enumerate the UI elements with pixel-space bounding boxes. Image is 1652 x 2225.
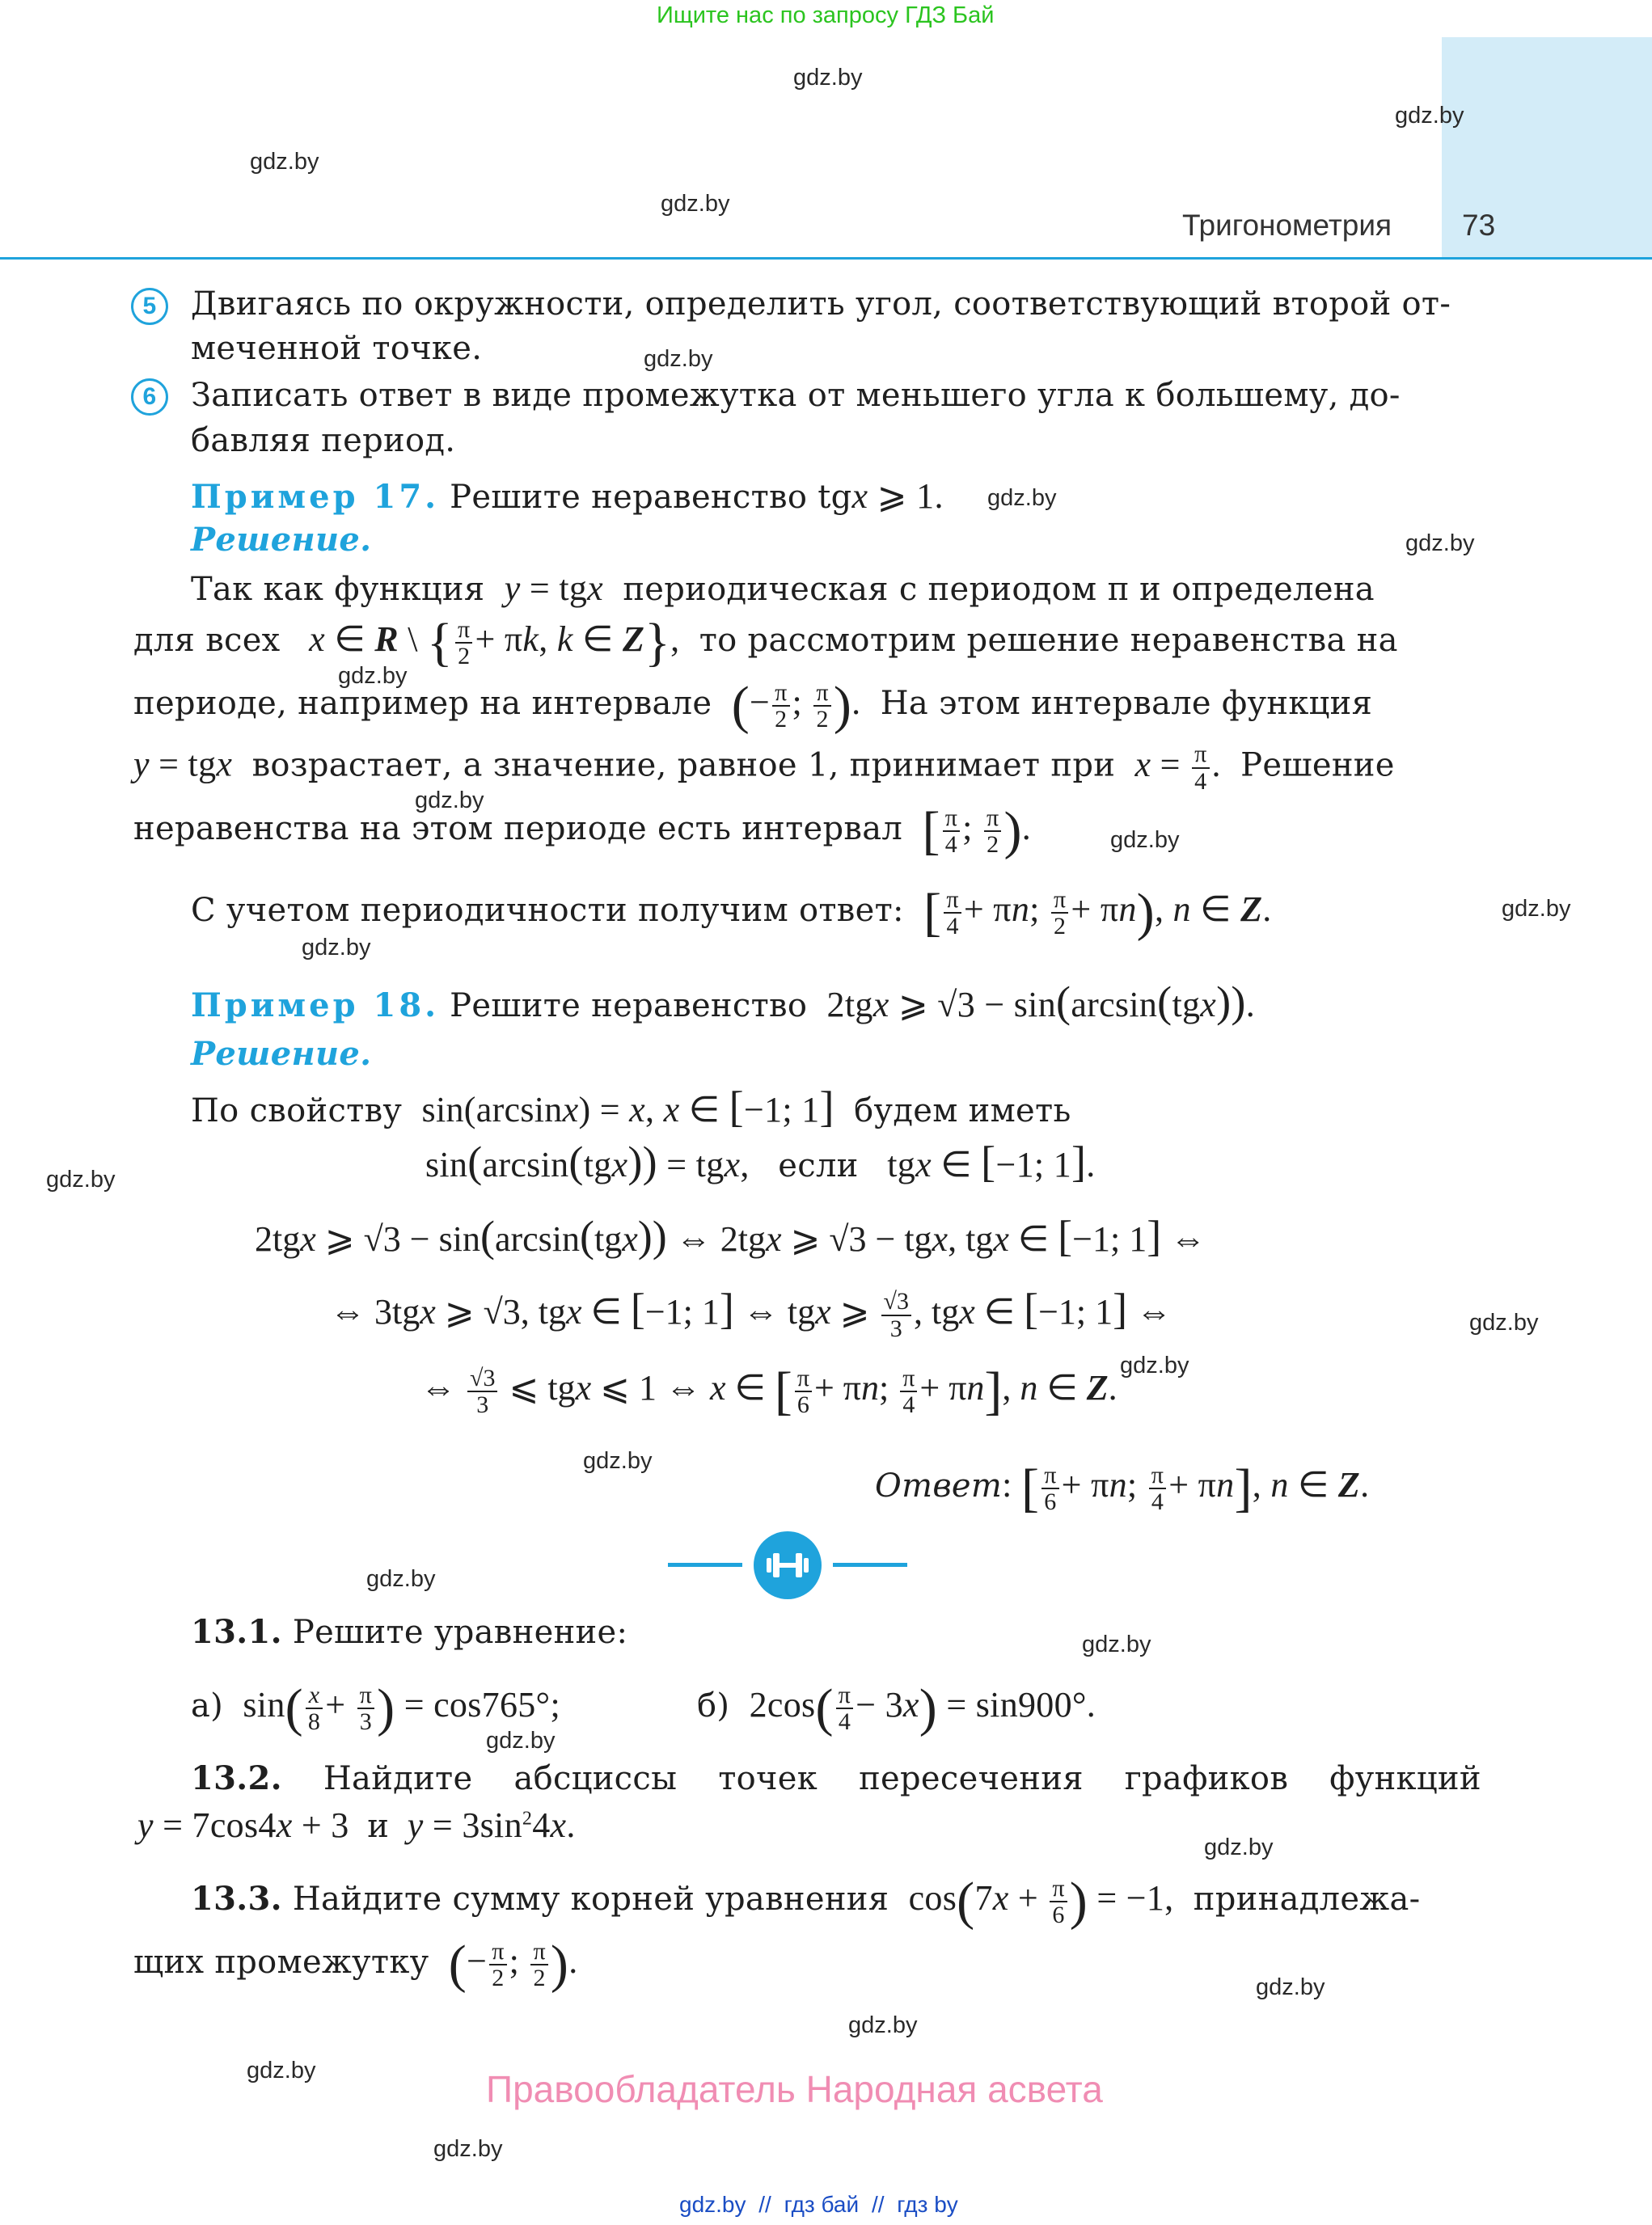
watermark: gdz.by [1502,896,1571,922]
step-5 [131,287,168,325]
watermark: gdz.by [1469,1310,1539,1336]
footer-link-gdz-by[interactable]: gdz.by [679,2192,746,2217]
ex17-line4: y = tgx возрастает, а значение, равное 1, принимает при x = $\frac{\pi}{4}$ . Решение [133,741,1395,795]
section-title: Тригонометрия [1182,209,1392,242]
answer-label: Ответ [875,1467,1003,1505]
exercise-number: 13.2. [191,1759,282,1797]
text: Так как функция [191,571,485,608]
ex17-line2: для всех x ∈ R \ { $\frac{\pi}{2}$ + πk, k ∈ Z}, то рассмотрим решение неравенства на [133,613,1398,672]
ex17-line5: неравенства на этом периоде есть интервал [ $\frac{\pi}{4}$ ; $\frac{\pi}{2}$ ). [133,801,1032,860]
text: и [367,1808,390,1845]
watermark: gdz.by [793,65,863,91]
text: Решение [1240,746,1395,784]
footer-separator: // [871,2192,885,2217]
step-5-line2: меченной точке. [191,330,483,367]
exercise-text: Найдите сумму корней уравнения [292,1881,889,1919]
watermark: gdz.by [583,1448,653,1474]
dumbbell-icon [754,1531,822,1599]
text: для всех [133,622,281,660]
watermark: gdz.by [1120,1353,1189,1378]
copyright-notice: Правообладатель Народная асвета [486,2068,1103,2110]
exercise-13-1-a: а) sin( $\frac{x}{8}$ + $\frac{\pi}{3}$ ) = cos765°; [191,1678,560,1737]
watermark: gdz.by [1405,530,1475,556]
ex18-line1: По свойству sin(arcsinx) = x, x ∈ [−1; 1] будем иметь [191,1083,1071,1131]
watermark: gdz.by [486,1728,556,1754]
example-label: Пример 17. [191,478,440,516]
footer-separator: // [758,2192,771,2217]
exercise-13-1-b: б) 2cos( $\frac{\pi}{4}$ − 3x) = sin900°. [697,1678,1096,1737]
example-18-heading: Пример 18. Решите неравенство 2tgx ⩾ √3 − sin(arcsin(tgx)). [191,977,1256,1026]
exercise-text: Найдите абсциссы точек пересечения графиков функций [323,1760,1481,1797]
text: то рассмотрим решение неравенства на [699,622,1398,660]
text: будем иметь [854,1092,1071,1129]
example-label: Пример 18. [191,986,440,1024]
solution-label: Решение. [191,1035,372,1073]
watermark: gdz.by [1395,103,1464,129]
step-5-line1: Двигаясь по окружности, определить угол, соответствующий второй от- [191,285,1451,323]
page-number: 73 [1462,209,1496,242]
text: периоде, например на интервале [133,685,712,723]
watermark: gdz.by [250,149,319,175]
part-label: а) [191,1687,224,1725]
text: если [778,1147,859,1184]
step-number-badge: 5 [131,288,168,325]
watermark: gdz.by [46,1167,116,1193]
footer-link-gdz-bai[interactable]: гдз бай [784,2192,860,2217]
watermark: gdz.by [366,1566,436,1592]
exercise-text: принадлежа- [1193,1881,1421,1919]
text: По свойству [191,1092,403,1129]
top-banner[interactable]: Ищите нас по запросу ГДЗ Бай [657,2,995,28]
exercise-13-3: 13.3. Найдите сумму корней уравнения cos(7x + $\frac{\pi}{6}$ ) = −1, принадлежа- [191,1872,1421,1931]
text: периодическая с периодом π и определена [623,571,1375,608]
watermark: gdz.by [302,935,371,961]
step-6-line1: Записать ответ в виде промежутка от меньшего угла к большему, до- [191,377,1401,414]
watermark: gdz.by [338,663,408,689]
watermark: gdz.by [415,787,484,813]
ex17-line1: Так как функция y = tgx периодическая с периодом π и определена [191,568,1375,608]
watermark: gdz.by [1204,1834,1274,1860]
watermark: gdz.by [1256,1974,1325,2000]
watermark: gdz.by [1082,1632,1151,1657]
watermark: gdz.by [661,191,730,217]
solution-label: Решение. [191,521,372,559]
watermark: gdz.by [987,485,1057,511]
header-rule [0,257,1652,260]
text: возрастает, а значение, равное 1, принимает при [251,746,1116,784]
text: неравенства на этом периоде есть интервал [133,810,903,848]
watermark: gdz.by [247,2058,316,2084]
step-number-badge: 6 [131,378,168,416]
exercise-number: 13.1. [191,1613,282,1651]
text: С учетом периодичности получим ответ: [191,892,904,930]
exercise-text: щих промежутку [133,1944,429,1982]
ex17-answer-line: С учетом периодичности получим ответ: [ $\frac{\pi}{4}$ + πn; $\frac{\pi}{2}$ + πn), n ∈ Z. [191,883,1272,942]
exercise-13-3-line2: щих промежутку (− $\frac{\pi}{2}$ ; $\frac{\pi}{2}$ ). [133,1935,578,1994]
ex18-line2: sin(arcsin(tgx)) = tgx, если tgx ∈ [−1; 1]. [425,1138,1096,1186]
watermark: gdz.by [433,2136,503,2162]
ex18-eq1: 2tgx ⩾ √3 − sin(arcsin(tgx)) ⇔ 2tgx ⩾ √3 − tgx, tgx ∈ [−1; 1] ⇔ [255,1212,1206,1260]
exercise-13-2-line2: y = 7cos4x + 3 и $y = 3\sin^24x$. [137,1805,576,1845]
part-label: б) [697,1687,730,1725]
exercise-text: Решите уравнение: [292,1614,628,1651]
example-task: Решите неравенство tg [450,479,852,516]
exercise-13-2 [191,1759,1481,1797]
watermark: gdz.by [644,346,713,372]
example-17-heading: Пример 17. Решите неравенство tgx ⩾ 1. [191,476,944,516]
step-6 [131,378,168,416]
divider-line-left [668,1563,742,1567]
ex18-eq3: ⇔ $\frac{√3}{3}$ ⩽ tgx ⩽ 1 ⇔ x ∈ [ $\frac{\pi}{6}$ + πn; $\frac{\pi}{4}$ + πn], n ∈ Z. [420,1362,1118,1421]
example-task: Решите неравенство [450,987,808,1024]
text: На этом интервале функция [880,685,1373,723]
ex18-eq2: ⇔ 3tgx ⩾ √3, tgx ∈ [−1; 1] ⇔ tgx ⩾ $\frac{√3}{3}$ , tgx ∈ [−1; 1] ⇔ [330,1285,1172,1342]
ex17-line3: периоде, например на интервале (− $\frac{\pi}{2}$ ; $\frac{\pi}{2}$ ). На этом интервале функция [133,676,1373,735]
step-6-line2: бавляя период. [191,422,456,459]
divider-line-right [833,1563,907,1567]
footer-links [679,2192,958,2218]
watermark: gdz.by [1110,827,1180,853]
exercise-number: 13.3. [191,1880,282,1919]
footer-link-gdz-by-cyr[interactable]: гдз by [897,2192,958,2217]
ex18-answer: Ответ: [ $\frac{\pi}{6}$ + πn; $\frac{\pi}{4}$ + πn], n ∈ Z. [875,1459,1370,1518]
watermark: gdz.by [848,2012,918,2038]
exercise-13-1 [191,1613,628,1651]
